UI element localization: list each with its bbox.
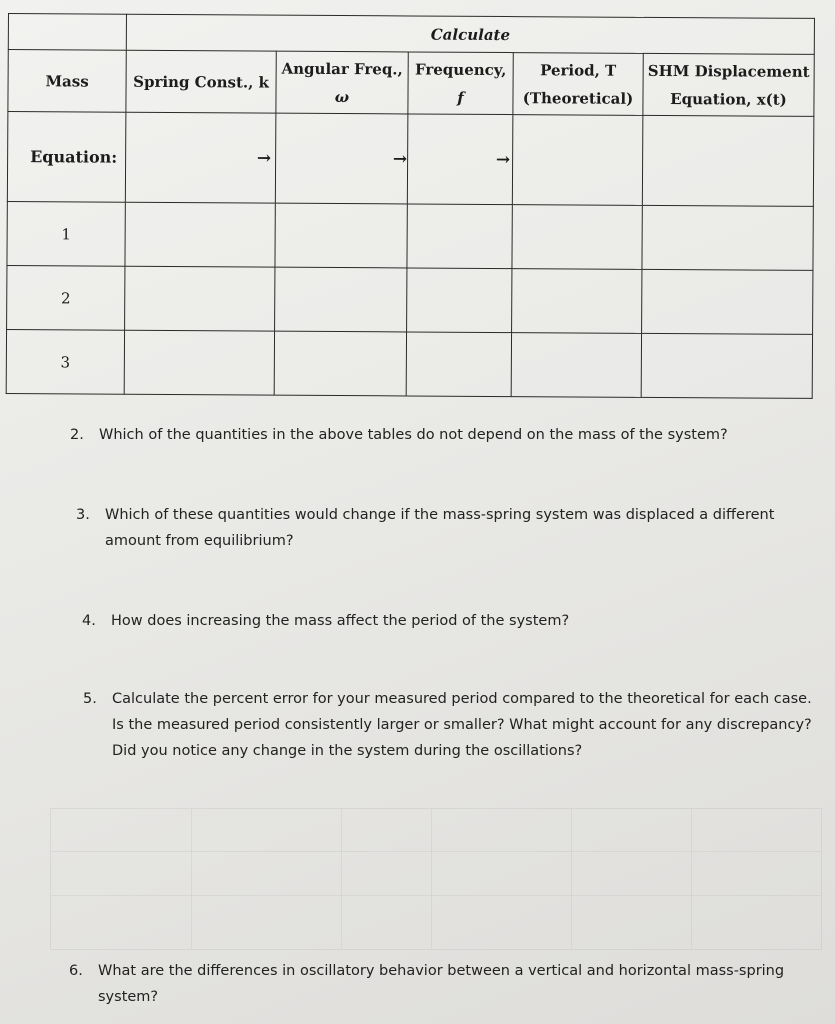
period-equation-cell[interactable]: [512, 115, 643, 206]
question-number: 6.: [69, 963, 83, 979]
shm-cell[interactable]: [642, 269, 813, 334]
shm-displacement-header: [643, 53, 814, 116]
spring-cell[interactable]: [125, 266, 275, 331]
frequency-symbol: f: [457, 88, 464, 107]
angular-cell[interactable]: [275, 267, 407, 332]
shm-equation-cell[interactable]: [642, 115, 814, 206]
mass-header: Mass: [8, 50, 126, 113]
question-3: [76, 502, 791, 554]
question-text: Calculate the percent error for your measured period compared to the theoretical for each case. Is the measured period consistently larger or smaller? What might account for any discrepancy? Did you notice any change in the system during the oscillations?: [112, 691, 812, 759]
frequency-equation-cell[interactable]: [407, 114, 513, 205]
period-header: [513, 53, 643, 116]
question-number: 2.: [70, 427, 84, 443]
row-number: 3: [6, 329, 124, 394]
period-header-line1: Period, T: [540, 60, 617, 80]
equation-label: Equation:: [7, 112, 126, 203]
calculation-table: [6, 13, 815, 399]
frequency-header-line1: Frequency,: [414, 59, 507, 79]
angular-equation-cell[interactable]: [275, 113, 408, 204]
spring-equation-cell[interactable]: [125, 112, 276, 203]
shm-cell[interactable]: [642, 205, 813, 270]
frequency-cell[interactable]: [406, 332, 511, 397]
question-number: 4.: [82, 613, 96, 629]
period-header-line2: (Theoretical): [522, 88, 634, 108]
question-number: 5.: [83, 691, 97, 707]
question-text: Which of these quantities would change if the mass-spring system was displaced a different amount from equilibrium?: [105, 507, 775, 549]
frequency-cell[interactable]: [407, 268, 512, 333]
period-cell[interactable]: [512, 205, 642, 270]
period-cell[interactable]: [511, 333, 641, 398]
angular-freq-header-line1: Angular Freq.,: [281, 59, 403, 78]
period-cell[interactable]: [512, 269, 642, 334]
angular-cell[interactable]: [275, 203, 407, 268]
table-row: [6, 329, 812, 398]
arrow-right-icon: →: [256, 148, 272, 169]
arrow-right-icon: →: [392, 148, 408, 169]
angular-cell[interactable]: [274, 331, 406, 396]
question-text: What are the differences in oscillatory behavior between a vertical and horizontal mass-spring system?: [98, 963, 785, 1005]
row-number: 2: [7, 265, 125, 330]
data-table-container: [6, 13, 814, 402]
angular-freq-header: [276, 51, 408, 114]
spring-const-header: Spring Const., k: [126, 50, 276, 113]
question-5: [83, 686, 818, 764]
frequency-cell[interactable]: [407, 204, 512, 269]
arrow-right-icon: →: [495, 149, 511, 170]
shm-header-line1: SHM Displacement: [647, 61, 810, 81]
frequency-header: [408, 52, 513, 115]
angular-freq-symbol: ω: [334, 87, 350, 106]
calculate-header: Calculate: [126, 14, 814, 54]
shm-header-line2: Equation, x(t): [670, 89, 787, 109]
row-number: 1: [7, 201, 125, 266]
shm-cell[interactable]: [641, 333, 812, 398]
spring-cell[interactable]: [125, 202, 275, 267]
question-4: [82, 608, 802, 634]
question-text: How does increasing the mass affect the period of the system?: [111, 613, 570, 629]
table-row: [7, 201, 813, 270]
table-top-left-empty: [8, 14, 126, 51]
question-6: [69, 958, 814, 1010]
bleed-through-table: [50, 808, 822, 950]
spring-cell[interactable]: [124, 330, 274, 395]
question-text: Which of the quantities in the above tables do not depend on the mass of the system?: [99, 427, 728, 443]
question-number: 3.: [76, 507, 90, 523]
question-2: [70, 422, 810, 448]
table-row: [7, 265, 813, 334]
